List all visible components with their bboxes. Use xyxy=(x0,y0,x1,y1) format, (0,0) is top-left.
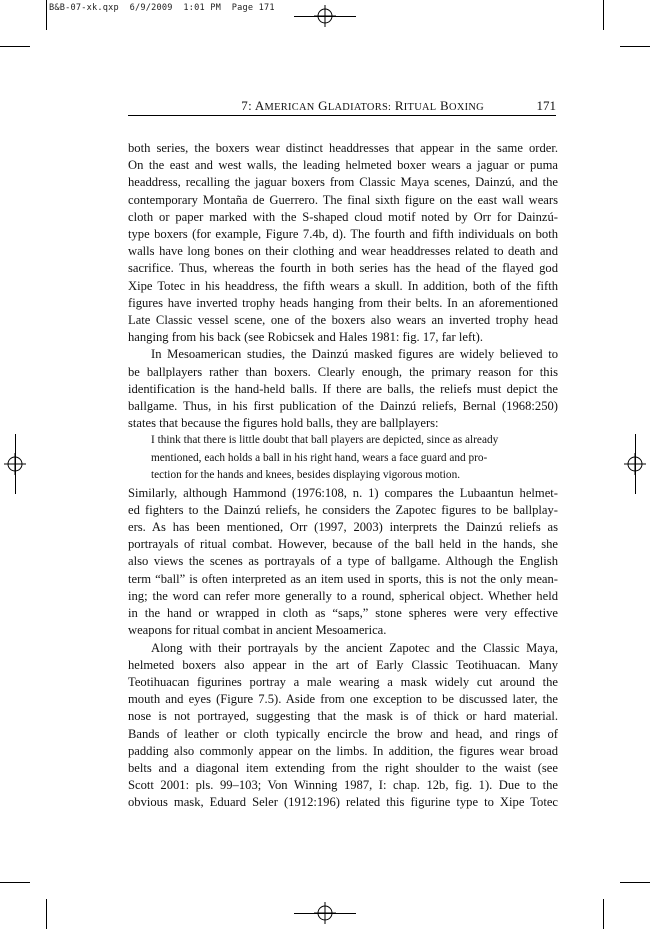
crop-mark-top-right-v xyxy=(603,0,604,30)
header-rule xyxy=(128,115,556,116)
title-cap: B xyxy=(440,98,450,113)
text-line: states that because the figures hold balls, they are ballplayers: xyxy=(128,416,439,431)
title-cap: G xyxy=(318,98,328,113)
text-line: padding also commonly appear on the limbs. In addition, the figures wear broad xyxy=(128,743,558,758)
registration-line-top xyxy=(294,16,356,17)
text-line: identification is the hand-held balls. If there are balls, the reliefs must depict the xyxy=(128,381,558,396)
registration-line-right xyxy=(635,434,636,494)
text-line: In Mesoamerican studies, the Dainzú masked figures are widely believed to xyxy=(151,347,558,362)
quote-line: I think that there is little doubt that ball players are depicted, since as already xyxy=(151,434,499,447)
page-number: 171 xyxy=(536,98,556,113)
paragraph-1 xyxy=(128,140,558,346)
chapter-number: 7: xyxy=(241,98,252,113)
text-line: belts and a diagonal item extending from the right shoulder to the waist (see xyxy=(128,760,558,775)
title-rest: OXING xyxy=(449,102,484,113)
text-line: Along with their portrayals by the ancient Zapotec and the Classic Maya, xyxy=(151,640,558,655)
text-line: ed fighters to the Dainzú reliefs, he considers the Zapotec figures to be ballplay- xyxy=(128,502,558,517)
quote-line: mentioned, each holds a ball in his right hand, wears a face guard and pro- xyxy=(151,451,488,464)
title-rest: ITUAL xyxy=(403,102,437,113)
crop-mark-top-left-v xyxy=(46,0,47,30)
quote-line: tection for the hands and knees, besides displaying vigorous motion. xyxy=(151,469,461,482)
text-line: ballgame. Thus, in his first publication of the Dainzú reliefs, Bernal (1968:250) xyxy=(128,399,558,414)
text-line: Scott 2001: pls. 99–103; Von Winning 1987, I: chap. 12b, fig. 1). Due to the xyxy=(128,778,558,793)
running-head-title xyxy=(241,98,484,114)
paragraph-3 xyxy=(128,485,558,640)
text-line: Late Classic vessel scene, one of the boxers also wears an inverted trophy head xyxy=(128,313,558,328)
text-line: mouth and eyes (Figure 7.5). Aside from one exception to be discussed later, the xyxy=(128,692,558,707)
text-line: On the east and west walls, the leading helmeted boxer wears a jaguar or puma xyxy=(128,158,558,173)
registration-line-left xyxy=(15,434,16,494)
text-line: in the hand or wrapped in cloth as “saps,” stone spheres were very effective xyxy=(128,606,558,621)
body-text xyxy=(128,140,558,812)
crop-mark-bottom-left-v xyxy=(46,899,47,929)
text-line: ing; the word can refer more generally to a round, spherical object. Whether held xyxy=(128,588,558,603)
text-line: Similarly, although Hammond (1976:108, n. 1) compares the Lubaantun helmet- xyxy=(128,485,558,500)
title-rest: MERICAN xyxy=(264,102,315,113)
text-line: helmeted boxers also appear in the art of Early Classic Teotihuacan. Many xyxy=(128,657,558,672)
crop-mark-bottom-right-v xyxy=(603,899,604,929)
text-line: figures have inverted trophy heads hanging from their belts. In an aforementioned xyxy=(128,295,558,310)
text-line: portrayals of ritual combat. However, because of the ball held in the hands, she xyxy=(128,537,558,552)
paragraph-4 xyxy=(128,640,558,812)
text-line: nose is not portrayed, suggesting that the mask is of thick or hard material. xyxy=(128,709,558,724)
title-rest: LADIATORS: xyxy=(327,102,392,113)
text-line: sacrifice. Thus, whereas the fourth in both series has the head of the flayed god xyxy=(128,261,558,276)
print-slug-line: B&B-07-xk.qxp 6/9/2009 1:01 PM Page 171 xyxy=(49,3,275,13)
running-head xyxy=(128,96,556,118)
text-line: headdress, recalling the jaguar boxers from Classic Maya scenes, Dainzú, and the xyxy=(128,175,558,190)
block-quote xyxy=(151,432,558,484)
registration-line-bottom xyxy=(294,913,356,914)
text-line: be ballplayers rather than boxers. Clearly enough, the primary reason for this xyxy=(128,364,558,379)
text-line: ers. As has been mentioned, Orr (1997, 2003) interprets the Dainzú reliefs as xyxy=(128,520,558,535)
text-line: Teotihuacan figurines portray a male wearing a mask widely cut around the xyxy=(128,674,558,689)
text-line: weapons for ritual combat in ancient Mesoamerica. xyxy=(128,623,387,638)
text-line: contemporary Montaña de Guerrero. The final sixth figure on the east wall wears xyxy=(128,192,558,207)
text-line: term “ball” is often interpreted as an item used in sports, this is not the only mean- xyxy=(128,571,558,586)
text-line: Xipe Totec in his headdress, the fifth wears a skull. In addition, both of the fifth xyxy=(128,278,558,293)
title-cap: R xyxy=(394,98,404,113)
text-line: walls have long bones on their clothing and wear headdresses related to death and xyxy=(128,244,558,259)
text-line: hanging from his back (see Robicsek and Hales 1981: fig. 17, far left). xyxy=(128,330,483,345)
paragraph-2 xyxy=(128,346,558,432)
crop-mark-top-left-h xyxy=(0,46,30,47)
title-cap: A xyxy=(254,98,265,113)
text-line: Bands of leather or cloth typically encircle the brow and head, and rings of xyxy=(128,726,558,741)
text-line: obvious mask, Eduard Seler (1912:196) related this figurine type to Xipe Totec xyxy=(128,795,558,810)
text-line: also views the scenes as portrayals of a type of ballgame. Although the English xyxy=(128,554,558,569)
text-line: type boxers (for example, Figure 7.4b, d). The fourth and fifth individuals on both xyxy=(128,227,558,242)
crop-mark-bottom-right-h xyxy=(620,882,650,883)
crop-mark-top-right-h xyxy=(620,46,650,47)
crop-mark-bottom-left-h xyxy=(0,882,30,883)
text-line: cloth or paper marked with the S-shaped cloud motif noted by Orr for Dainzú- xyxy=(128,209,558,224)
text-line: both series, the boxers wear distinct headdresses that appear in the same order. xyxy=(128,141,558,155)
